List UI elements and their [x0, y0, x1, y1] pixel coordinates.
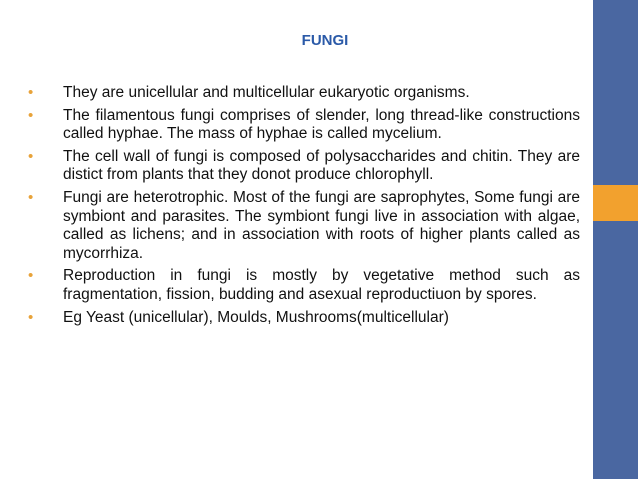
bullet-item: [28, 267, 580, 304]
bullet-icon: •: [28, 84, 34, 101]
slide-title: FUNGI: [301, 32, 349, 49]
bullet-item: [28, 84, 580, 103]
bullet-item: [28, 148, 580, 185]
bullet-text: Eg Yeast (unicellular), Moulds, Mushrooms(multicellular): [63, 308, 449, 326]
bullet-item: [28, 107, 580, 144]
bullet-text: Fungi are heterotrophic. Most of the fungi are saprophytes, Some fungi are symbiont and parasites. The symbiont fungi live in association with algae, called as lichens; and in association with roots of higher plants called as mycorrhiza.: [63, 188, 580, 262]
bullet-item: [28, 189, 580, 263]
bullet-icon: •: [28, 267, 34, 285]
bullet-icon: •: [28, 106, 34, 124]
bullet-item: [28, 309, 580, 328]
bullet-text: The cell wall of fungi is composed of polysaccharides and chitin. They are distict from plants that they donot produce chlorophyll.: [63, 147, 580, 184]
bullet-icon: •: [28, 188, 34, 206]
bullet-icon: •: [28, 147, 34, 165]
bullet-list: [28, 84, 580, 331]
accent-block: [593, 185, 638, 221]
bullet-text: The filamentous fungi comprises of slender, long thread-like constructions called hyphae. The mass of hyphae is called mycelium.: [63, 106, 580, 143]
bullet-icon: •: [28, 308, 34, 326]
bullet-text: They are unicellular and multicellular eukaryotic organisms.: [63, 84, 470, 101]
bullet-text: Reproduction in fungi is mostly by vegetative method such as fragmentation, fission, budding and asexual reproductiuon by spores.: [63, 267, 580, 303]
side-decorative-bar: [593, 0, 638, 479]
